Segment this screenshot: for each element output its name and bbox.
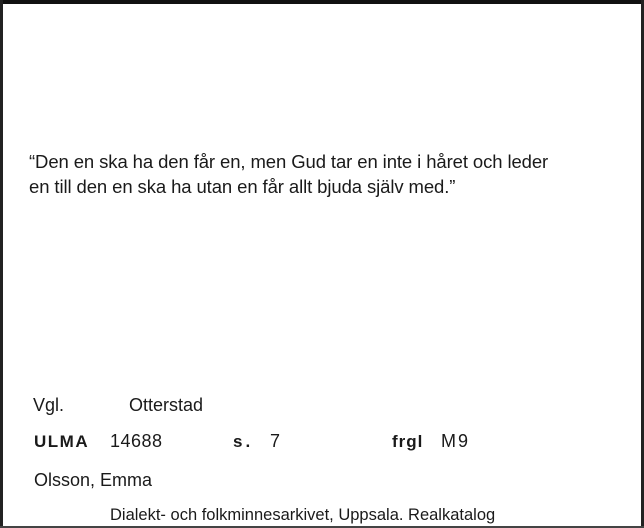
card-left-border (0, 0, 3, 528)
informant-name: Olsson, Emma (34, 470, 153, 490)
archive-footer: Dialekt- och folkminnesarkivet, Uppsala. Realkatalog (110, 506, 496, 524)
archive-number: 14688 (110, 431, 163, 451)
archive-label: ULMA (34, 432, 90, 451)
place-name: Otterstad (129, 395, 204, 415)
proverb-quote (29, 149, 629, 199)
quote-line-1: “Den en ska ha den får en, men Gud tar en inte i håret och leder (29, 151, 549, 172)
question-label: frgl (392, 432, 424, 451)
quote-line-2: en till den en ska ha utan en får allt bjuda själv med.” (29, 176, 456, 197)
card-top-border (0, 0, 644, 4)
page-label: s. (233, 432, 254, 451)
question-number: M9 (441, 431, 471, 451)
page-number: 7 (270, 431, 281, 451)
region-label: Vgl. (33, 395, 65, 415)
